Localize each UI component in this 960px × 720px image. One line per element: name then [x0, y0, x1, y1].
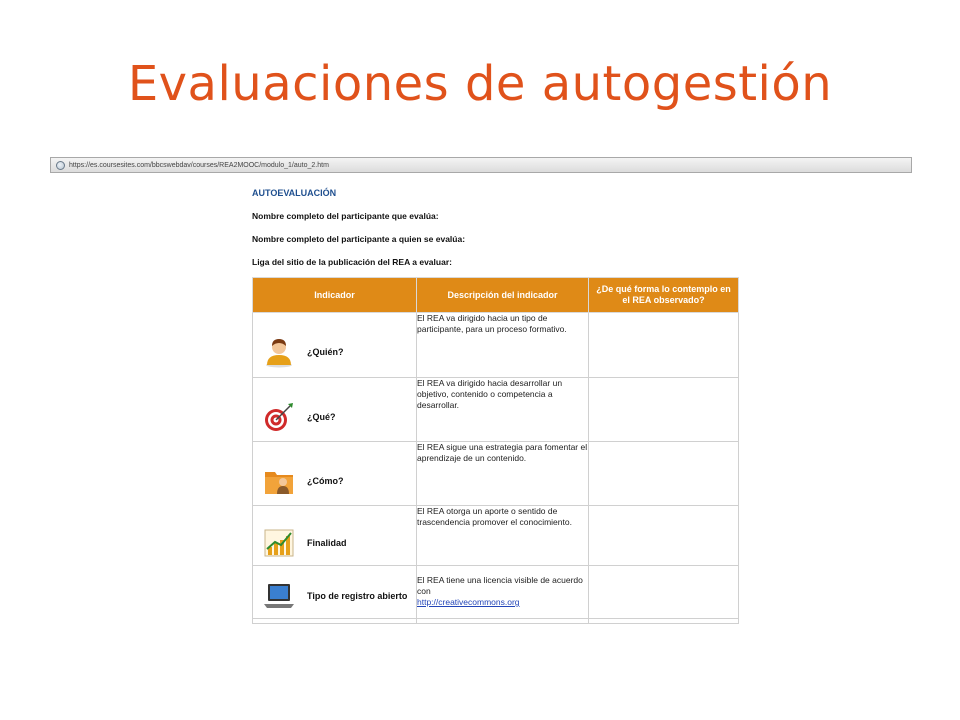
field-rea-link: Liga del sitio de la publicación del REA a evaluar: — [252, 257, 452, 267]
description-cell: El REA otorga un aporte o sentido de trascendencia promover el conocimiento. — [417, 506, 589, 566]
field-evaluator-name: Nombre completo del participante que evalúa: — [252, 211, 439, 221]
evaluation-table — [252, 277, 739, 624]
header-description: Descripción del indicador — [417, 278, 589, 313]
indicator-label: Finalidad — [307, 537, 347, 548]
table-row — [253, 378, 739, 442]
header-observation: ¿De qué forma lo contemplo en el REA observado? — [589, 278, 739, 313]
table-row — [253, 442, 739, 506]
table-row — [253, 313, 739, 378]
laptop-icon — [263, 580, 295, 612]
observation-cell[interactable] — [589, 506, 739, 566]
field-evaluated-name: Nombre completo del participante a quien se evalúa: — [252, 234, 466, 244]
indicator-label: ¿Quién? — [307, 347, 344, 357]
table-header-row — [253, 278, 739, 313]
table-row — [253, 566, 739, 619]
creativecommons-link[interactable]: http://creativecommons.org — [417, 597, 520, 607]
target-icon — [263, 401, 295, 433]
indicator-label: Tipo de registro abierto — [307, 591, 408, 601]
indicator-label: ¿Qué? — [307, 411, 336, 422]
description-cell: El REA va dirigido hacia un tipo de participante, para un proceso formativo. — [417, 313, 589, 378]
browser-address-bar[interactable] — [50, 157, 912, 173]
slide-title: Evaluaciones de autogestión — [127, 56, 833, 112]
observation-cell[interactable] — [589, 566, 739, 619]
table-row — [253, 506, 739, 566]
person-icon — [263, 336, 295, 368]
description-cell: El REA va dirigido hacia desarrollar un objetivo, contenido o competencia a desarrollar. — [417, 378, 589, 442]
url-text[interactable]: https://es.coursesites.com/bbcswebdav/courses/REA2MOOC/modulo_1/auto_2.htm — [69, 161, 329, 169]
chart-icon — [263, 527, 295, 559]
description-cell — [417, 566, 589, 619]
header-indicator: Indicador — [253, 278, 417, 313]
description-cell: El REA sigue una estrategia para fomentar el aprendizaje de un contenido. — [417, 442, 589, 506]
observation-cell[interactable] — [589, 313, 739, 378]
table-row — [253, 619, 739, 624]
indicator-label: ¿Cómo? — [307, 475, 344, 486]
observation-cell[interactable] — [589, 442, 739, 506]
globe-icon — [56, 161, 65, 170]
observation-cell[interactable] — [589, 378, 739, 442]
folder-person-icon — [263, 465, 295, 497]
description-text: El REA tiene una licencia visible de acuerdo con — [417, 575, 583, 596]
doc-heading: AUTOEVALUACIÓN — [252, 188, 337, 198]
